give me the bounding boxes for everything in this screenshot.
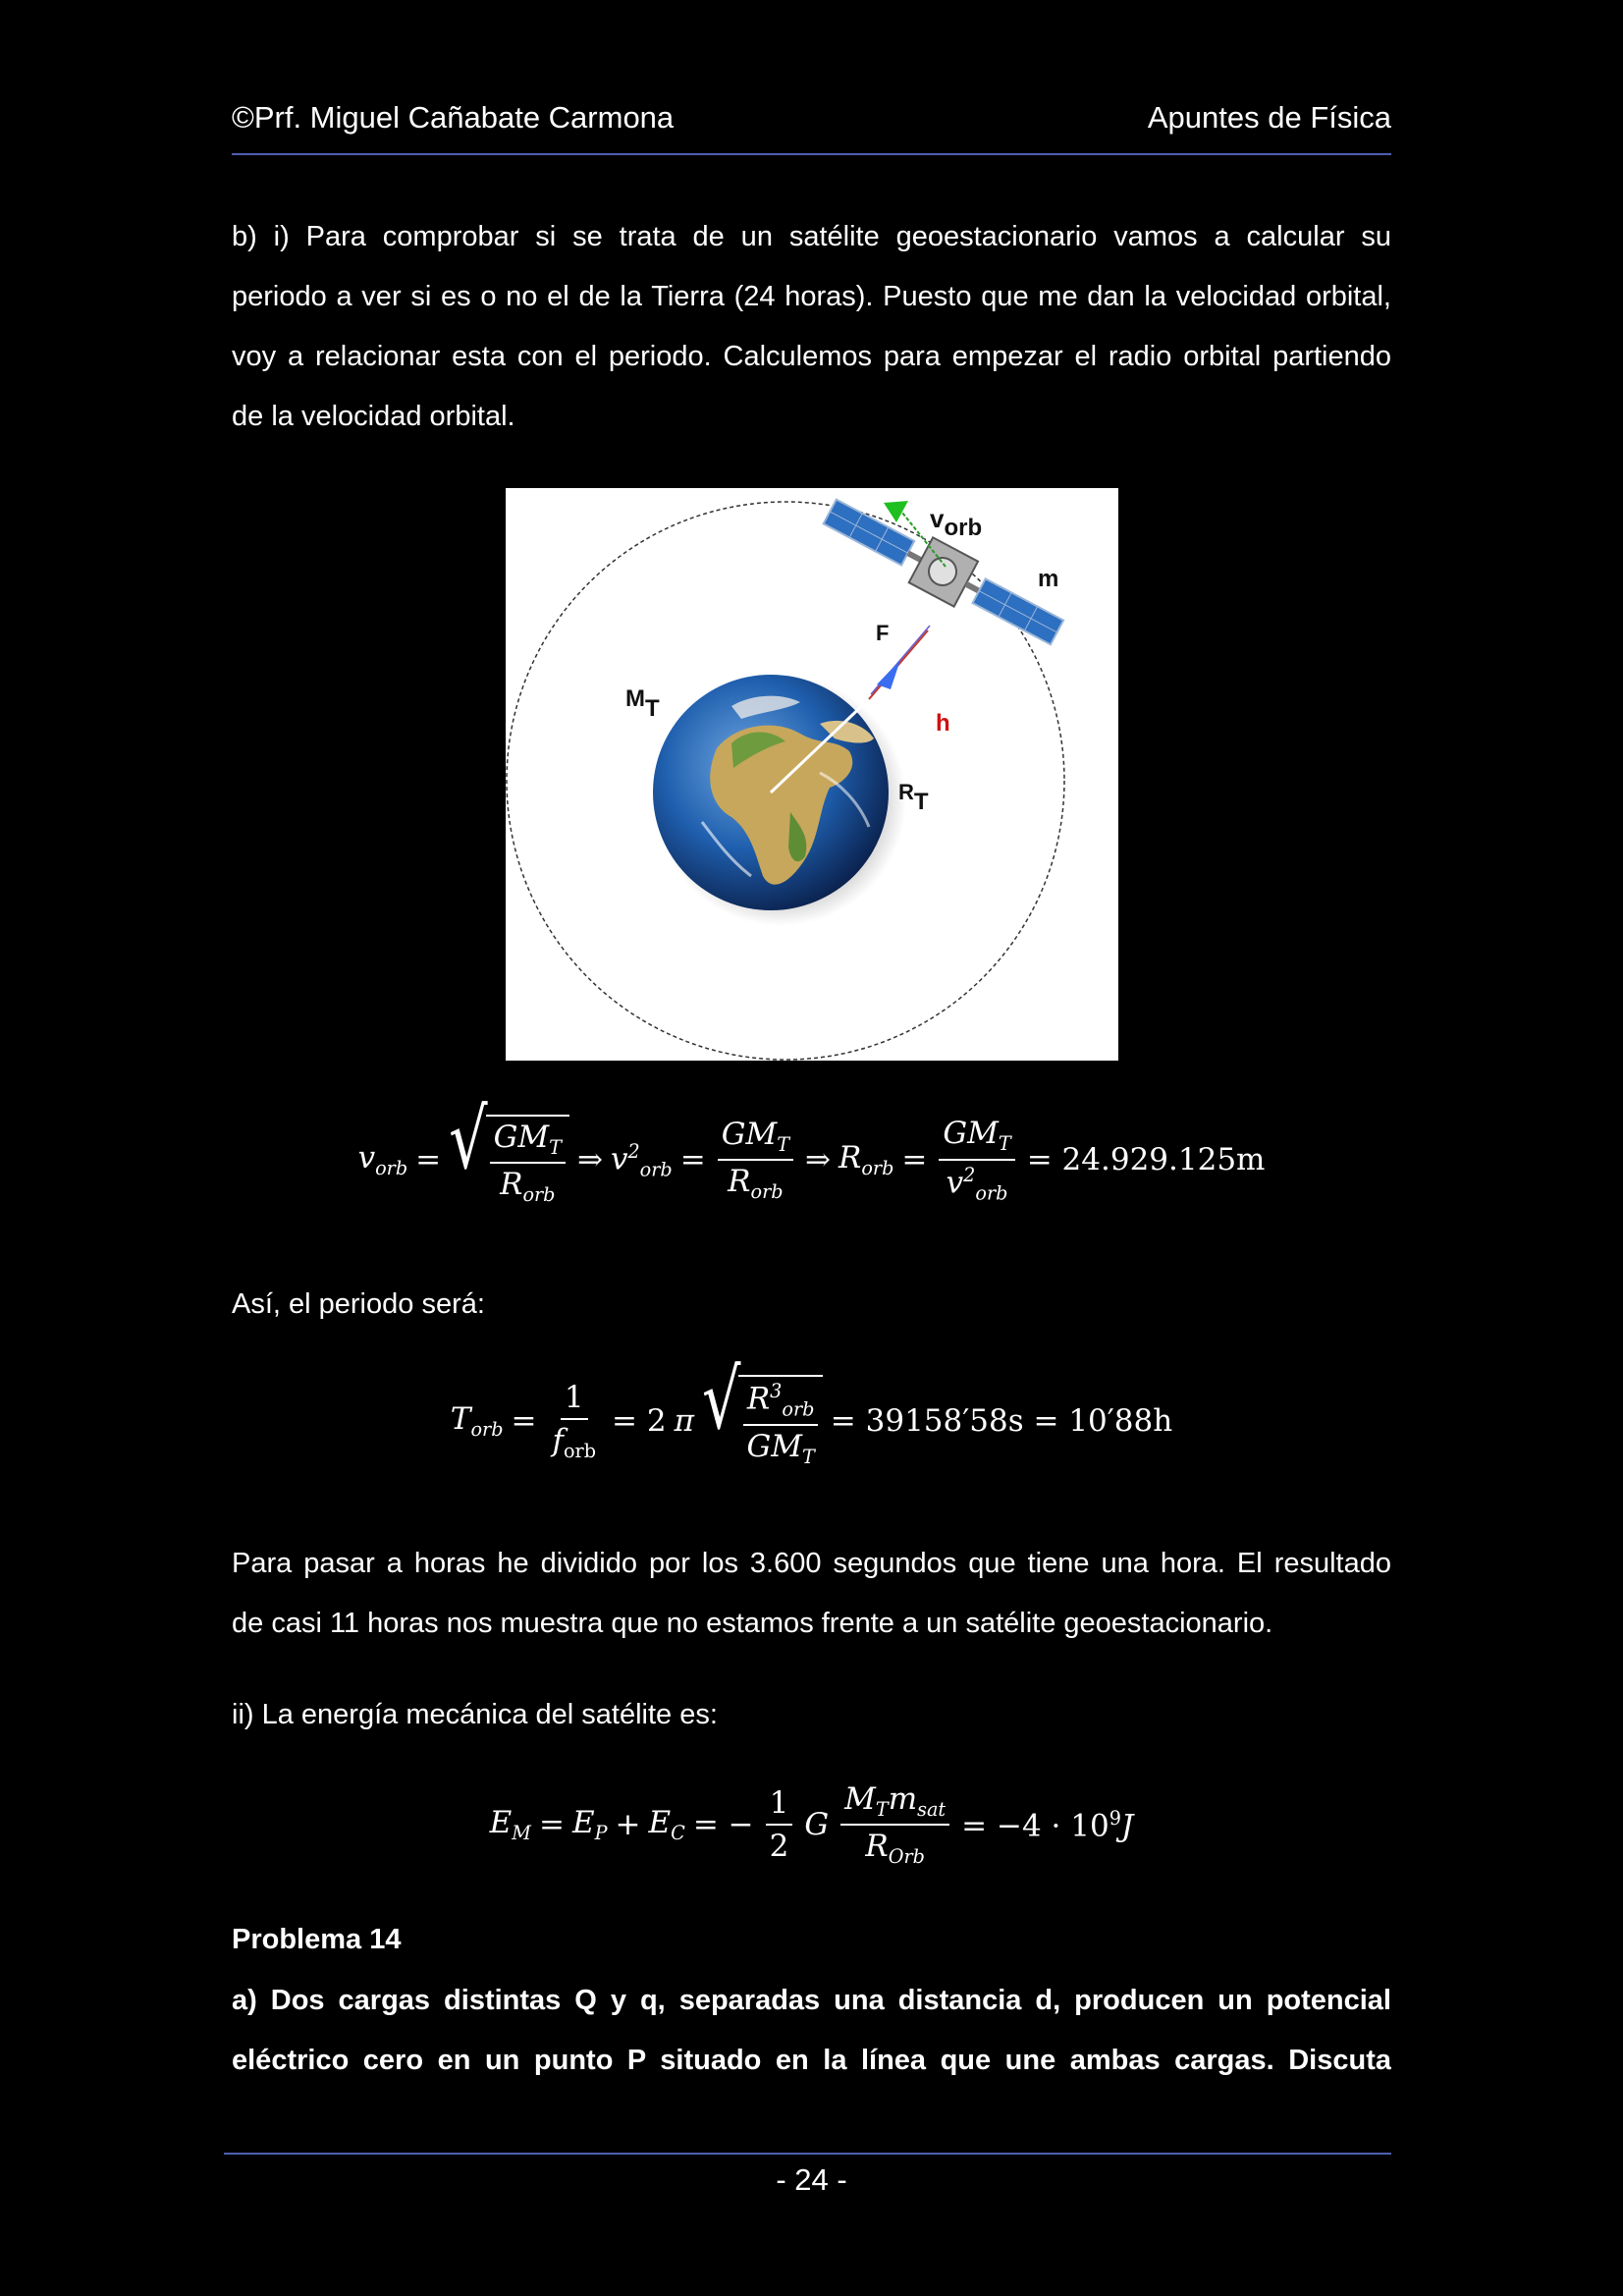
text-line: b) i) Para comprobar si se trata de un satélite geoestacionario vamos a calcular su [232,221,1391,252]
force-arrow [877,660,900,689]
problem-title: Problema 14 [232,1924,402,1955]
label-h: h [936,710,950,737]
equation-period: $T_{orb}$ = $\frac{1}{f_{orb}}$ = 2 π √ $\frac{R^3_{orb}}{GM_T}$ = 39158′58s = 10′88h [450,1350,1173,1468]
orbit-diagram [506,488,1118,1061]
text-line: voy a relacionar esta con el periodo. Calculemos para empezar el radio orbital partiendo [232,341,1391,372]
orbit-figure [506,488,1118,1061]
header-rule [232,153,1391,155]
label-m: m [1038,566,1059,592]
problem-heading [232,1910,1391,1970]
problem-statement [232,1971,1391,2091]
equation-result: = 24.929.125m [1026,1142,1266,1178]
equation-result: = 39158′58s = 10′88h [830,1402,1173,1439]
paragraph-energy-intro [232,1685,1391,1745]
paragraph-period-intro [232,1275,1391,1335]
text-line: de la velocidad orbital. [232,401,515,432]
velocity-arrow-head [884,501,908,522]
header-author: ©Prf. Miguel Cañabate Carmona [232,100,675,135]
equation-orbital-radius: $v_{orb}$ = √ $\frac{GM_T}{R_{orb}}$ ⇒ $v^2_{orb}$ = $\frac{GM_T}{R_{orb}}$ ⇒ $R_{orb}$ = $\frac{GM_T}{v^2_{orb}}$ = 24.929.125m [357,1090,1266,1207]
footer-rule [224,2153,1391,2155]
text-line: ii) La energía mecánica del satélite es: [232,1699,718,1730]
text-line: Así, el periodo será: [232,1288,485,1320]
text-line: periodo a ver si es o no el de la Tierra (24 horas). Puesto que me dan la velocidad orbital, [232,281,1391,312]
equation-result: = −4 · 10 [961,1807,1109,1843]
paragraph-intro [232,207,1391,447]
label-M-T: MT [625,685,660,722]
text-line: Para pasar a horas he dividido por los 3.600 segundos que tiene una hora. El resultado [232,1548,1391,1579]
paragraph-conclusion [232,1534,1391,1654]
page-header [232,98,1391,137]
text-line: de casi 11 horas nos muestra que no estamos frente a un satélite geoestacionario. [232,1608,1273,1639]
equation-mechanical-energy: $E_M$ = $E_P$ + $E_C$ = − $\frac{1}{2}$ G $\frac{M_Tm_{sat}}{R_{Orb}}$ = $-4 \cdot 10^9J$ [489,1781,1134,1869]
page-number: - 24 - [776,2162,847,2197]
text-line: eléctrico cero en un punto P situado en la línea que une ambas cargas. Discuta [232,2045,1391,2076]
label-v-orb: vorb [930,504,983,541]
label-F: F [876,621,890,645]
text-line: a) Dos cargas distintas Q y q, separadas una distancia d, producen un potencial [232,1985,1391,2016]
header-title: Apuntes de Física [1147,100,1391,135]
label-R-T: RT [898,780,929,815]
